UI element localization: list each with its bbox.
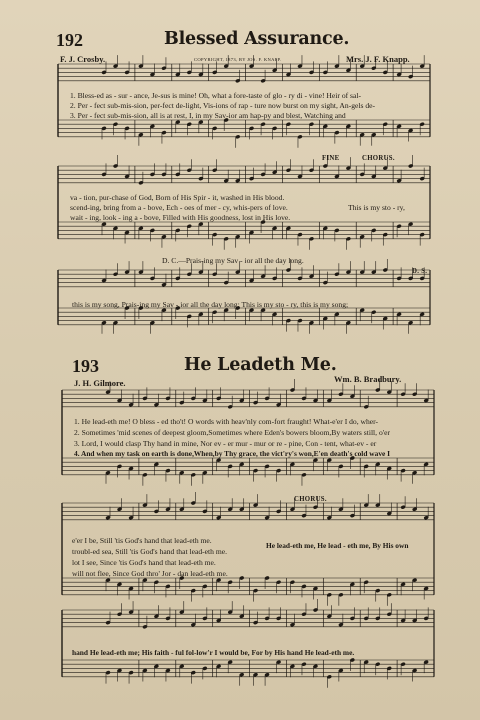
verse-line: scend-ing, bring from a - bove, Ech - oes of mer - cy, whis-pers of love. (70, 203, 288, 212)
dc-line: D. C.—Prais-ing my Sav - ior all the day long. (162, 256, 304, 265)
hymn-number: 192 (56, 30, 83, 50)
composer-credit: Wm. B. Bradbury. (334, 374, 402, 384)
verse-line: 2. Sometimes 'mid scenes of deepest gloom,Sometimes where Eden's bowers bloom,By waters still, o'er (74, 428, 391, 437)
verse-line: wait - ing, look - ing a - bove, Filled with His goodness, lost in His love. (70, 213, 291, 222)
verse-line: 4. And when my task on earth is done,When,by Thy grace, the vict'ry's won,E'en death's cold wave I (74, 449, 391, 458)
verse-line: troubl-ed sea, Still 'tis God's hand that lead-eth me. (72, 547, 228, 556)
ds-mark: D. S. (412, 268, 428, 275)
hymn-title: He Leadeth Me. (184, 355, 337, 375)
verse-line: will not flee, Since God thro' Jor - dan lead-eth me. (72, 569, 228, 578)
verse-line: 2. Per - fect sub-mis-sion, per-fect de-light, Vis-ions of rap - ture now burst on my sight, An-gels de- (70, 101, 376, 110)
hymn-title: Blessed Assurance. (164, 29, 350, 49)
fine-mark: FINE (322, 155, 340, 162)
composer-credit: Mrs. J. F. Knapp. (346, 54, 410, 64)
chorus-label: CHORUS. (294, 496, 327, 503)
verse-line: 1. He lead-eth me! O bless - ed tho't! O words with heav'nly com-fort fraught! What-e'er I do, wher- (74, 417, 379, 426)
verse-line: lot I see, Since 'tis God's hand that lead-eth me. (72, 558, 216, 567)
verse-line: e'er I be, Still 'tis God's hand that lead-eth me. (72, 536, 212, 545)
chorus-line: hand He lead-eth me; His faith - ful fol-low'r I would be, For by His hand He lead-eth me. (72, 648, 355, 657)
author-credit: J. H. Gilmore. (74, 378, 126, 388)
chorus-label: CHORUS. (362, 155, 395, 162)
copyright-notice: COPYRIGHT, 1873, BY JOS. F. KNAPP. (194, 57, 282, 62)
verse-line: va - tion, pur-chase of God, Born of His Spir - it, washed in His blood. (70, 193, 285, 202)
hymn-number: 193 (72, 356, 99, 376)
verse-line: 3. Per - fect sub-mis-sion, all is at rest, I, in my Sav-ior am hap-py and blest, Watching and (70, 111, 346, 120)
author-credit: F. J. Crosby. (60, 54, 106, 64)
chorus-line: This is my sto - ry, (348, 203, 405, 212)
chorus-line: this is my song, Prais-ing my Sav - ior all the day long; This is my sto - ry, this is my song; (72, 300, 349, 309)
verse-line: 1. Bless-ed as - sur - ance, Je-sus is mine! Oh, what a fore-taste of glo - ry di - vine! Heir of sal- (70, 91, 362, 100)
verse-line: 3. Lord, I would clasp Thy hand in mine, Nor ev - er mur - mur or re - pine, Con - tent, what-ev - er (74, 439, 377, 448)
chorus-line: He lead-eth me, He lead - eth me, By His own (266, 541, 409, 550)
